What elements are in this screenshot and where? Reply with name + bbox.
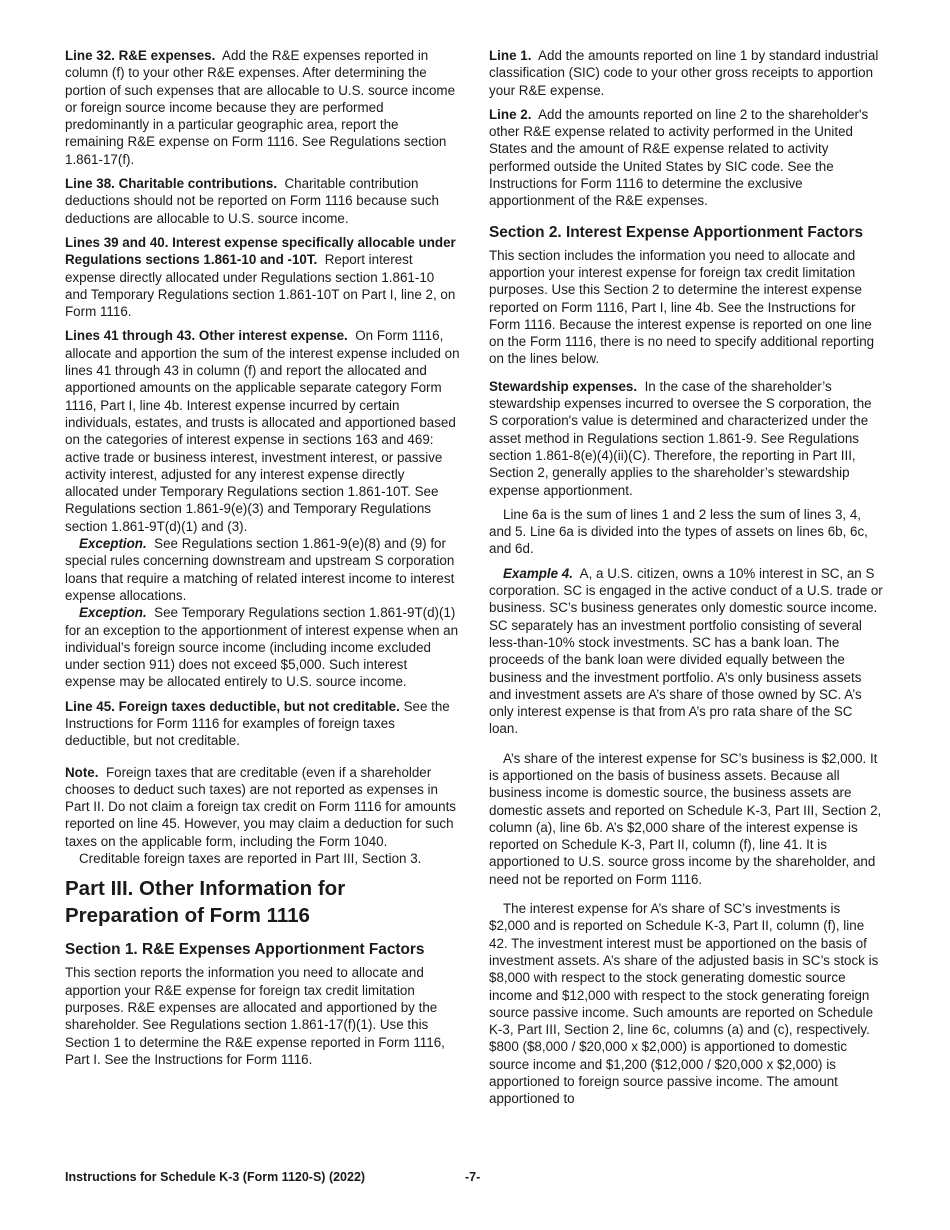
line1-paragraph xyxy=(489,47,884,99)
line2-heading: Line 2. xyxy=(489,106,532,122)
line41-paragraph xyxy=(65,327,460,535)
creditable-paragraph: Creditable foreign taxes are reported in Part III, Section 3. xyxy=(79,851,422,867)
example4-text: A, a U.S. citizen, owns a 10% interest in SC, an S corporation. SC is engaged in the active conduct of a U.S. trade or business. SC’s business generates only domestic source income. SC separately has an investment portfolio consisting of several less-than-10% stock investments. SC has a bank loan. The proceeds of the bank loan were divided equally between the business and the investment portfolio. A’s only business assets and investment assets are A’s share of those owned by SC. A’s only interest expense is that from A’s pro rata share of the SC loan. xyxy=(489,565,883,737)
section1-title: Section 1. R&E Expenses Apportionment Factors xyxy=(65,941,425,959)
note-paragraph xyxy=(65,764,460,850)
line38-text: Charitable contribution deductions should not be reported on Form 1116 because such deductions are allocable to U.S. source income. xyxy=(65,176,439,226)
investment-interest-paragraph: The interest expense for A’s share of SC’s investments is $2,000 and is reported on Schedule K-3, Part II, column (f), line 42. The investment interest must be apportioned on the basis of investment assets. A’s share of the adjusted basis in SC’s stock is $8,000 with respect to the stock generating domestic source income and $12,000 with respect to the stock generating foreign source passive income. Such amounts are reported on Schedule K-3, Part III, Section 2, line 6c, columns (a) and (c), respectively. $800 ($8,000 / $20,000 x $2,000) is apportioned to domestic source income and $1,200 ($12,000 / $20,000 x $2,000) is apportioned to foreign source passive income. The amount apportioned to xyxy=(489,901,879,1107)
line6a-paragraph: Line 6a is the sum of lines 1 and 2 less the sum of lines 3, 4, and 5. Line 6a is divided into the types of assets on lines 6b, 6c, and 6d. xyxy=(489,506,868,557)
line2-paragraph xyxy=(489,106,884,210)
line32-heading: Line 32. R&E expenses. xyxy=(65,48,216,63)
line32-text: Add the R&E expenses reported in column (f) to your other R&E expenses. After determining the portion of such expenses that are allocable to U.S. source income or foreign source income because they are performed predominantly in a particular geographic area, report the remaining R&E expense on Form 1116. See Regulations section 1.861-17(f). xyxy=(65,48,456,167)
exception2-paragraph xyxy=(65,604,460,690)
exception1-paragraph xyxy=(65,535,460,604)
stewardship-heading: Stewardship expenses. xyxy=(489,378,638,394)
stewardship-paragraph xyxy=(489,378,884,499)
line39-heading: Lines 39 and 40. Interest expense specifically allocable under Regulations sections 1.861-10 and -10T. xyxy=(65,234,456,268)
note-text: Foreign taxes that are creditable (even if a shareholder chooses to deduct such taxes) are not reported as expenses in Part II. Do not claim a foreign tax credit on Form 1116 for amounts reported on line 45. However, you may claim a deduction for such taxes on the applicable form, including the Form 1040. xyxy=(65,764,456,849)
stewardship-text: In the case of the shareholder’s stewardship expenses incurred to oversee the S corporation, the S corporation's value is determined and characterized under the asset method in Regulations section 1.861-9. See Regulations section 1.861-8(e)(4)(ii)(C). Therefore, the reporting in Part III, Section 2, generally applies to the shareholder’s stewardship expense apportionment. xyxy=(489,378,872,498)
line45-heading: Line 45. Foreign taxes deductible, but not creditable. xyxy=(65,698,400,714)
line2-text: Add the amounts reported on line 2 to the shareholder's other R&E expense related to activity performed in the United States and the amount of R&E expense related to activity performed outside the United States by SIC code. See the Instructions for Form 1116 to determine the exclusive apportionment of the R&E expenses. xyxy=(489,106,869,209)
left-column xyxy=(65,47,460,1075)
line38-heading: Line 38. Charitable contributions. xyxy=(65,176,278,192)
part3-title: Part III. Other Information for Preparation of Form 1116 xyxy=(65,877,346,928)
line1-heading: Line 1. xyxy=(489,48,532,63)
line32-paragraph xyxy=(65,47,460,168)
line45-text: See the Instructions for Form 1116 for examples of foreign taxes deductible, but not creditable. xyxy=(65,698,450,749)
exception1-text: See Regulations section 1.861-9(e)(8) and (9) for special rules concerning downstream and upstream S corporation loans that require a matching of related interest income to interest expense allocations. xyxy=(65,536,455,603)
section1-text: This section reports the information you need to allocate and apportion your R&E expense for foreign tax credit limitation purposes. R&E expenses are allocated and apportioned by the shareholder. See Regulations section 1.861-17(f)(1). Use this Section 1 to determine the R&E expense reported in Form 1116, Part I. See the Instructions for Form 1116. xyxy=(65,965,445,1067)
line41-heading: Lines 41 through 43. Other interest expense. xyxy=(65,328,348,344)
section2-title: Section 2. Interest Expense Apportionment Factors xyxy=(489,223,864,241)
section2-text: This section includes the information you need to allocate and apportion your interest expense for foreign tax credit limitation purposes. Use this Section 2 to determine the interest expense reported on Form 1116, Part I, line 4b. See the Instructions for Form 1116. Because the interest expense is reported on one line on the Form 1116, there is no need to specify additional reporting on the lines below. xyxy=(489,247,875,367)
exception1-heading: Exception. xyxy=(79,536,147,552)
example4-heading: Example 4. xyxy=(503,565,573,581)
line1-text: Add the amounts reported on line 1 by standard industrial classification (SIC) code to your other gross receipts to apportion your R&E expense. xyxy=(489,48,879,98)
line39-text: Report interest expense directly allocated under Regulations section 1.861-10 and Temporary Regulations section 1.861-10T on Part I, line 2, on Form 1116. xyxy=(65,252,456,320)
example4-paragraph xyxy=(489,565,884,738)
exception2-heading: Exception. xyxy=(79,605,147,621)
line41-text: On Form 1116, allocate and apportion the sum of the interest expense included on lines 41 through 43 in column (f) and report the allocated and apportioned amounts on the applicable separate category Form 1116, Part I, line 4b. Interest expense incurred by certain individuals, estates, and trusts is allocated and apportioned based on the categories of interest expense in sections 163 and 469: active trade or business interest, investment interest, or passive activity interest, adjusted for any interest expense directly allocated under Temporary Regulations section 1.861-10T. See Regulations section 1.861-9(e)(3) and Temporary Regulations section 1.861-9T(d)(1) and (3). xyxy=(65,328,460,534)
line45-paragraph xyxy=(65,698,460,750)
line38-paragraph xyxy=(65,175,460,227)
note-heading: Note. xyxy=(65,764,99,780)
page-footer xyxy=(65,1170,885,1184)
page-number: -7- xyxy=(465,1170,481,1184)
footer-title: Instructions for Schedule K-3 (Form 1120-S) (2022) xyxy=(65,1170,366,1184)
line39-paragraph xyxy=(65,234,460,320)
exception2-text: See Temporary Regulations section 1.861-9T(d)(1) for an exception to the apportionment of interest expense when an individual’s foreign source income (including income excluded under section 911) does not exceed $5,000. Such interest expense may be allocated entirely to U.S. source income. xyxy=(65,605,459,690)
right-column xyxy=(489,47,884,1115)
business-interest-paragraph: A’s share of the interest expense for SC’s business is $2,000. It is apportioned on the basis of business assets. Because all business income is domestic source, the business assets are domestic assets and reported on Schedule K-3, Part III, Section 2, column (a), line 6b. A’s $2,000 share of the interest expense is reported on Schedule K-3, Part II, column (f), line 41. It is apportioned to U.S. source gross income by the shareholder, and need not be reported on Form 1116. xyxy=(489,750,882,887)
